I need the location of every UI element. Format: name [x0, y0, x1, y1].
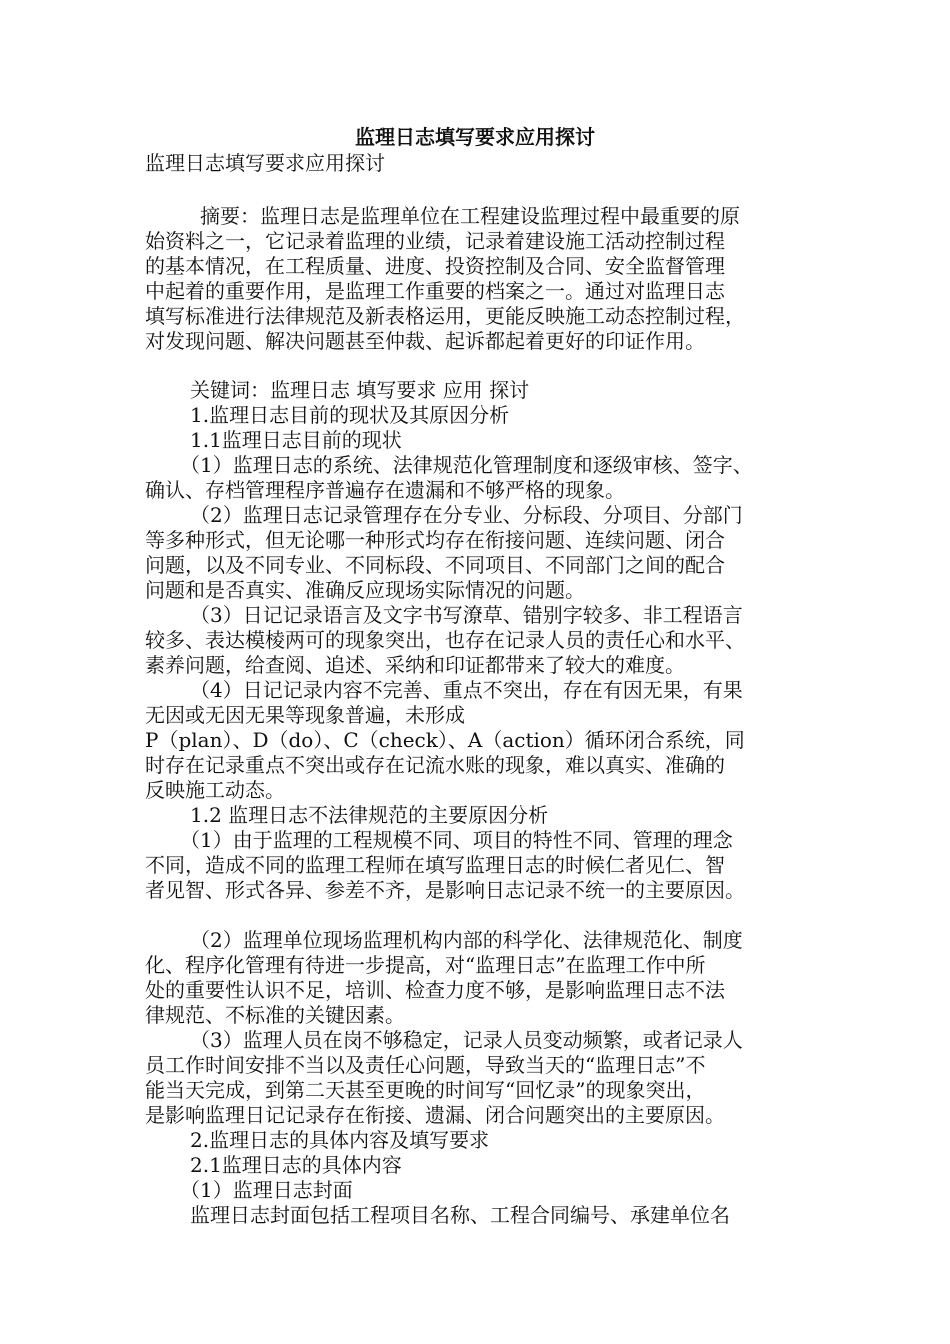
paragraph-line: 能当天完成，到第二天甚至更晚的时间写“回忆录”的现象突出，	[145, 1078, 706, 1102]
paragraph-line: 监理日志封面包括工程项目名称、工程合同编号、承建单位名	[190, 1203, 730, 1227]
paragraph-line: 反映施工动态。	[145, 778, 285, 802]
paragraph-line: P（plan）、D（do）、C（check）、A（action）循环闭合系统，同	[145, 728, 745, 752]
paragraph-line: 较多、表达模棱两可的现象突出，也存在记录人员的责任心和水平、	[145, 628, 745, 652]
paragraph-line: 素养问题，给查阅、追述、采纳和印证都带来了较大的难度。	[145, 653, 685, 677]
paragraph-line: 不同，造成不同的监理工程师在填写监理日志的时候仁者见仁、智	[145, 853, 725, 877]
document-title: 监理日志填写要求应用探讨	[355, 125, 595, 149]
abstract-line: 填写标准进行法律规范及新表格运用，更能反映施工动态控制过程，	[145, 304, 745, 328]
paragraph-line: 员工作时间安排不当以及责任心问题，导致当天的“监理日志”不	[145, 1053, 706, 1077]
subtitle-line: 监理日志填写要求应用探讨	[145, 151, 385, 175]
section-heading: 1.监理日志目前的现状及其原因分析	[190, 403, 510, 427]
keywords-line: 关键词：监理日志 填写要求 应用 探讨	[190, 378, 530, 402]
paragraph-line: 是影响监理日记记录存在衔接、遗漏、闭合问题突出的主要原因。	[145, 1103, 725, 1127]
abstract-line: 始资料之一，它记录着监理的业绩，记录着建设施工活动控制过程	[145, 229, 725, 253]
paragraph-line: （1）监理日志封面	[180, 1178, 353, 1202]
paragraph-line: 问题和是否真实、准确反应现场实际情况的问题。	[145, 578, 585, 602]
paragraph-line: 化、程序化管理有待进一步提高，对“监理日志”在监理工作中所	[145, 953, 706, 977]
paragraph-line: （2）监理日志记录管理存在分专业、分标段、分项目、分部门	[190, 503, 743, 527]
paragraph-line: 者见智、形式各异、参差不齐，是影响日志记录不统一的主要原因。	[145, 878, 745, 902]
abstract-line: 摘要：监理日志是监理单位在工程建设监理过程中最重要的原	[200, 204, 740, 228]
abstract-line: 对发现问题、解决问题甚至仲裁、起诉都起着更好的印证作用。	[145, 329, 705, 353]
paragraph-line: 确认、存档管理程序普遍存在遗漏和不够严格的现象。	[145, 478, 625, 502]
subsection-heading: 2.1监理日志的具体内容	[190, 1153, 402, 1177]
paragraph-line: 等多种形式，但无论哪一种形式均存在衔接问题、连续问题、闭合	[145, 528, 725, 552]
paragraph-line: 问题，以及不同专业、不同标段、不同项目、不同部门之间的配合	[145, 553, 725, 577]
paragraph-line: 律规范、不标准的关键因素。	[145, 1003, 405, 1027]
paragraph-line: （4）日记记录内容不完善、重点不突出，存在有因无果，有果	[190, 678, 743, 702]
subsection-heading: 1.1监理日志目前的现状	[190, 428, 402, 452]
paragraph-line: 时存在记录重点不突出或存在记流水账的现象，难以真实、准确的	[145, 753, 725, 777]
abstract-line: 的基本情况，在工程质量、进度、投资控制及合同、安全监督管理	[145, 254, 725, 278]
paragraph-line: （3）监理人员在岗不够稳定，记录人员变动频繁，或者记录人	[190, 1028, 743, 1052]
paragraph-line: （3）日记记录语言及文字书写潦草、错别字较多、非工程语言	[190, 603, 743, 627]
paragraph-line: （1）由于监理的工程规模不同、项目的特性不同、管理的理念	[180, 828, 733, 852]
paragraph-line: （2）监理单位现场监理机构内部的科学化、法律规范化、制度	[190, 928, 743, 952]
paragraph-line: 处的重要性认识不足，培训、检查力度不够，是影响监理日志不法	[145, 978, 725, 1002]
subsection-heading: 1.2 监理日志不法律规范的主要原因分析	[190, 803, 549, 827]
abstract-line: 中起着的重要作用，是监理工作重要的档案之一。通过对监理日志	[145, 279, 725, 303]
paragraph-line: （1）监理日志的系统、法律规范化管理制度和逐级审核、签字、	[180, 453, 753, 477]
paragraph-line: 无因或无因无果等现象普遍，未形成	[145, 703, 465, 727]
section-heading: 2.监理日志的具体内容及填写要求	[190, 1128, 490, 1152]
